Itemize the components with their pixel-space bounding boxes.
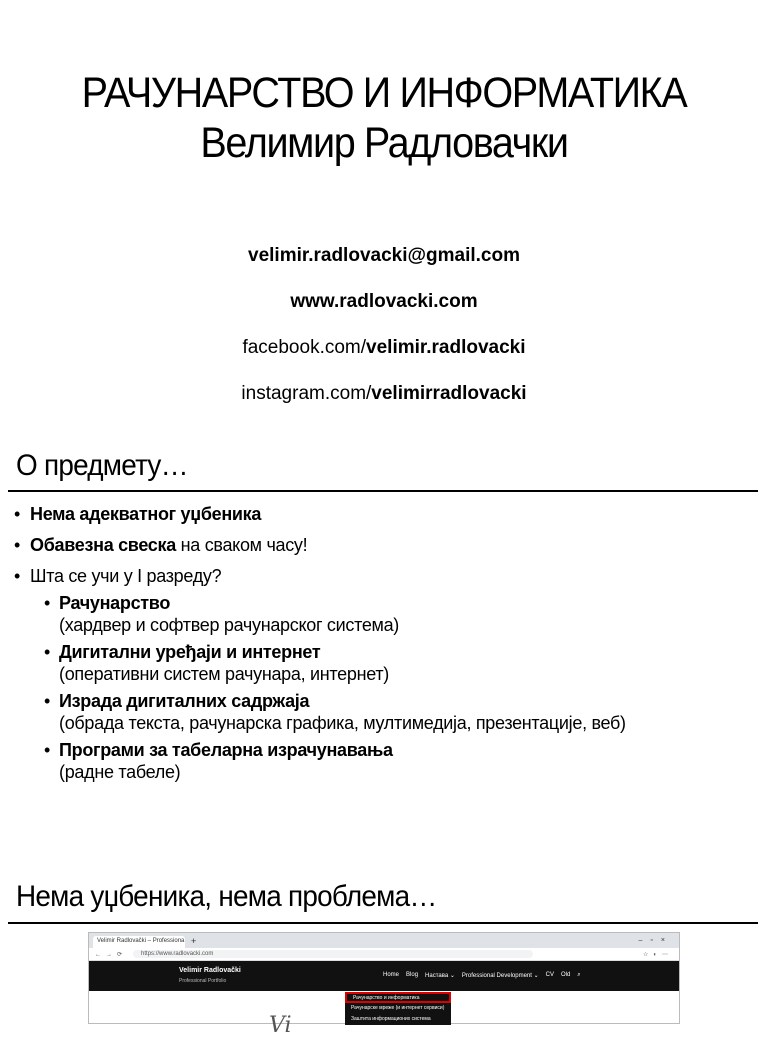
site-dropdown	[345, 992, 451, 1025]
menu-item: Blog	[406, 972, 419, 978]
topic-detail: (хардвер и софтвер рачунарског система)	[59, 615, 400, 635]
site-brand-sub: Professional Portfolio	[179, 978, 227, 984]
bullet-icon: •	[14, 566, 21, 586]
facebook-prefix: facebook.com/	[242, 337, 367, 358]
sub-list-item	[44, 690, 754, 734]
instagram-handle: velimirradlovacki	[371, 383, 527, 404]
facebook-handle: velimir.radlovacki	[366, 337, 526, 358]
bullet-icon: •	[14, 504, 21, 524]
sub-list-item	[44, 739, 754, 783]
menu-item: Home	[383, 972, 400, 978]
menu-item: Old	[560, 972, 571, 978]
topic-title: Рачунарство	[59, 593, 171, 613]
bullet-icon: •	[44, 740, 51, 760]
browser-tab: Velimir Radlovački – Professiona	[93, 936, 185, 948]
menu-item: CV	[545, 972, 554, 978]
title-slide	[0, 0, 768, 430]
list-item	[14, 565, 754, 587]
window-controls-icon: –▫×	[638, 937, 673, 944]
site-menu	[383, 972, 581, 979]
instagram-link[interactable]	[0, 383, 768, 405]
dropdown-item-highlighted: Рачунарство и информатика	[345, 992, 451, 1003]
section-title-about: О предмету…	[16, 449, 188, 482]
nav-arrows-icon: ←→⟳	[95, 951, 128, 958]
website-screenshot	[88, 932, 680, 1038]
title-divider	[8, 922, 758, 924]
bullet-list	[14, 503, 754, 788]
bullet-icon: •	[14, 535, 21, 555]
address-bar	[89, 948, 679, 961]
topic-detail: (обрада текста, рачунарска графика, мултимедија, презентације, веб)	[59, 713, 626, 733]
topic-title: Израда дигиталних садржаја	[59, 691, 310, 711]
bullet-icon: •	[44, 593, 51, 613]
topic-title: Програми за табеларна израчунавања	[59, 740, 393, 760]
sub-list-item	[44, 592, 754, 636]
bullet-icon: •	[44, 691, 51, 711]
new-tab-icon: +	[191, 935, 197, 946]
bullet-bold: Обавезна свеска	[30, 535, 176, 555]
section-title-no-textbook: Нема уџбеника, нема проблема…	[16, 880, 437, 913]
topic-detail: (радне табеле)	[59, 762, 181, 782]
email-link[interactable]: velimir.radlovacki@gmail.com	[248, 245, 520, 266]
menu-item: Настава ⌄	[425, 973, 455, 979]
website-link[interactable]: www.radlovacki.com	[290, 291, 478, 312]
bullet-bold: Нема адекватног уџбеника	[30, 504, 262, 524]
search-icon: ⌕	[577, 972, 581, 978]
topic-title: Дигитални уређаји и интернет	[59, 642, 321, 662]
browser-tools-icon: ☆◐⋯	[642, 951, 673, 958]
hero-script-text: Vi	[269, 1013, 292, 1038]
topic-detail: (оперативни систем рачунара, интернет)	[59, 664, 389, 684]
title-divider	[8, 490, 758, 492]
list-item	[14, 503, 754, 525]
site-brand: Velimir Radlovački	[179, 967, 241, 974]
facebook-link[interactable]	[0, 337, 768, 359]
dropdown-item: Рачунарске мреже (и интернет сервиси)	[351, 1005, 445, 1011]
list-item	[14, 534, 754, 556]
instagram-prefix: instagram.com/	[241, 383, 372, 404]
url-field: https://www.radlovacki.com	[133, 950, 533, 958]
menu-item: Professional Development ⌄	[461, 973, 539, 979]
dropdown-item: Заштита информационих система	[351, 1016, 431, 1022]
bullet-text: на сваком часу!	[175, 535, 308, 555]
browser-tabbar	[89, 933, 679, 948]
site-navbar	[89, 961, 679, 991]
author-name: Велимир Радловачки	[200, 119, 568, 167]
slide-title: РАЧУНАРСТВО И ИНФОРМАТИКА	[81, 69, 687, 117]
sub-list-item	[44, 641, 754, 685]
bullet-text: Шта се учи у I разреду?	[30, 566, 222, 586]
bullet-icon: •	[44, 642, 51, 662]
